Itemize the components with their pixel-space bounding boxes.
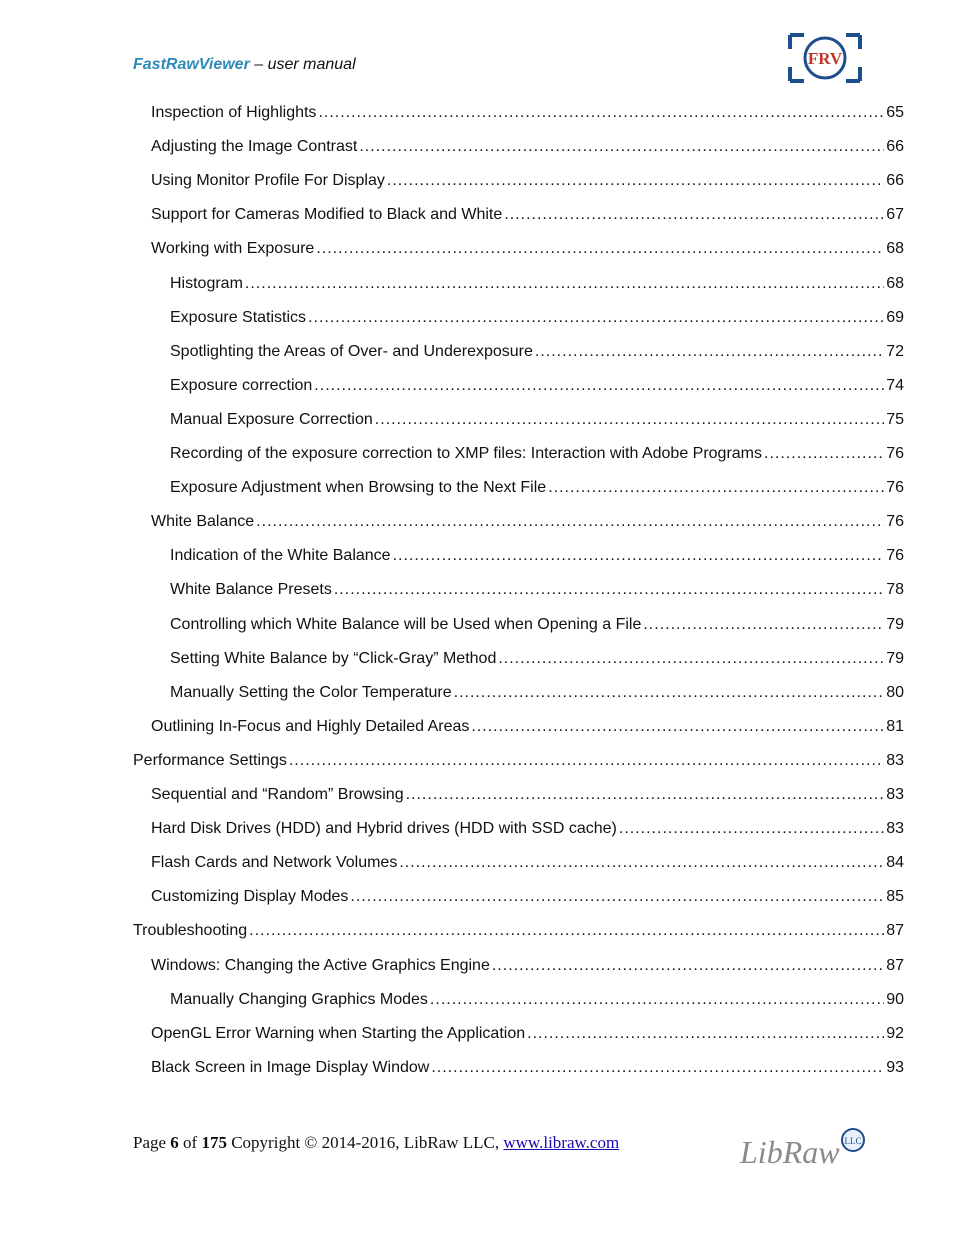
toc-entry-page: 81	[886, 718, 904, 735]
toc-entry-page: 69	[886, 309, 904, 326]
toc-entry-title: Support for Cameras Modified to Black and White	[151, 206, 503, 223]
toc-entry[interactable]	[151, 512, 904, 532]
toc-entry[interactable]	[151, 887, 904, 907]
toc-dot-leader	[334, 580, 884, 600]
toc-entry[interactable]	[170, 274, 904, 294]
toc-dot-leader	[256, 512, 884, 532]
toc-entry[interactable]	[170, 683, 904, 703]
toc-entry[interactable]	[170, 376, 904, 396]
toc-entry-title: White Balance Presets	[170, 581, 332, 598]
toc-entry-page: 76	[886, 445, 904, 462]
toc-entry-page: 68	[886, 240, 904, 257]
toc-entry-title: Exposure Statistics	[170, 309, 307, 326]
toc-entry-title: Outlining In-Focus and Highly Detailed Areas	[151, 718, 470, 735]
toc-entry-page: 79	[886, 616, 904, 633]
toc-entry-page: 65	[886, 104, 904, 121]
toc-entry-page: 83	[886, 752, 904, 769]
toc-entry-page: 87	[886, 957, 904, 974]
toc-entry[interactable]	[151, 1058, 904, 1078]
toc-dot-leader	[249, 921, 884, 941]
toc-entry-page: 74	[886, 377, 904, 394]
toc-dot-leader	[406, 785, 885, 805]
toc-entry-page: 76	[886, 479, 904, 496]
toc-entry[interactable]	[151, 205, 904, 225]
toc-entry-title: Performance Settings	[133, 752, 287, 769]
toc-entry-page: 66	[886, 138, 904, 155]
toc-entry[interactable]	[170, 546, 904, 566]
toc-entry[interactable]	[151, 103, 904, 123]
toc-dot-leader	[498, 649, 884, 669]
toc-entry[interactable]	[170, 649, 904, 669]
toc-entry-title: Histogram	[170, 275, 243, 292]
toc-entry-page: 72	[886, 343, 904, 360]
toc-entry-page: 68	[886, 275, 904, 292]
toc-entry-page: 90	[886, 991, 904, 1008]
toc-entry-page: 87	[886, 922, 904, 939]
libraw-logo-icon	[738, 1127, 870, 1169]
toc-entry-title: OpenGL Error Warning when Starting the Application	[151, 1025, 526, 1042]
toc-entry-page: 75	[886, 411, 904, 428]
toc-dot-leader	[387, 171, 884, 191]
toc-entry-title: Manually Changing Graphics Modes	[170, 991, 428, 1008]
toc-entry[interactable]	[151, 853, 904, 873]
toc-entry[interactable]	[170, 478, 904, 498]
toc-dot-leader	[643, 615, 884, 635]
toc-entry[interactable]	[151, 819, 904, 839]
toc-dot-leader	[245, 274, 884, 294]
toc-entry-title: White Balance	[151, 513, 255, 530]
page-footer	[133, 1133, 619, 1153]
toc-entry-page: 84	[886, 854, 904, 871]
frv-logo-letters: FRV	[807, 49, 843, 68]
toc-dot-leader	[289, 751, 884, 771]
toc-dot-leader	[318, 103, 884, 123]
toc-entry-page: 80	[886, 684, 904, 701]
toc-entry-title: Spotlighting the Areas of Over- and Underexposure	[170, 343, 533, 360]
toc-dot-leader	[535, 342, 884, 362]
libraw-logo-badge: LLC	[844, 1136, 862, 1146]
toc-entry-title: Manually Setting the Color Temperature	[170, 684, 452, 701]
frv-logo-icon	[786, 31, 864, 85]
toc-entry[interactable]	[151, 137, 904, 157]
toc-entry-title: Windows: Changing the Active Graphics Engine	[151, 957, 490, 974]
toc-dot-leader	[350, 887, 884, 907]
toc-dot-leader	[359, 137, 884, 157]
toc-entry-title: Indication of the White Balance	[170, 547, 391, 564]
toc-entry-title: Exposure Adjustment when Browsing to the Next File	[170, 479, 547, 496]
toc-entry-title: Inspection of Highlights	[151, 104, 317, 121]
toc-entry-title: Working with Exposure	[151, 240, 315, 257]
toc-dot-leader	[471, 717, 884, 737]
toc-entry-title: Using Monitor Profile For Display	[151, 172, 385, 189]
toc-dot-leader	[308, 308, 884, 328]
footer-page-label: Page	[133, 1133, 171, 1152]
toc-entry[interactable]	[151, 171, 904, 191]
toc-entry[interactable]	[151, 239, 904, 259]
toc-dot-leader	[454, 683, 885, 703]
footer-page-number: 6	[170, 1133, 179, 1152]
toc-entry-title: Customizing Display Modes	[151, 888, 349, 905]
toc-dot-leader	[399, 853, 884, 873]
toc-entry-title: Troubleshooting	[133, 922, 248, 939]
toc-entry-title: Controlling which White Balance will be Used when Opening a File	[170, 616, 642, 633]
toc-entry[interactable]	[170, 990, 904, 1010]
toc-entry[interactable]	[133, 921, 904, 941]
toc-entry[interactable]	[151, 717, 904, 737]
toc-entry-title: Exposure correction	[170, 377, 313, 394]
toc-entry-page: 93	[886, 1059, 904, 1076]
toc-entry-page: 85	[886, 888, 904, 905]
toc-entry[interactable]	[170, 410, 904, 430]
toc-entry-title: Hard Disk Drives (HDD) and Hybrid drives (HDD with SSD cache)	[151, 820, 617, 837]
libraw-logo-text: LibRaw	[740, 1134, 840, 1169]
toc-entry-page: 67	[886, 206, 904, 223]
toc-dot-leader	[316, 239, 884, 259]
toc-entry[interactable]	[170, 615, 904, 635]
toc-dot-leader	[314, 376, 884, 396]
toc-entry-page: 83	[886, 820, 904, 837]
footer-copyright: Copyright © 2014-2016, LibRaw LLC,	[226, 1133, 504, 1152]
toc-entry-page: 79	[886, 650, 904, 667]
toc-entry-page: 66	[886, 172, 904, 189]
toc-entry-page: 83	[886, 786, 904, 803]
toc-entry-title: Black Screen in Image Display Window	[151, 1059, 430, 1076]
toc-entry[interactable]	[133, 751, 904, 771]
toc-dot-leader	[619, 819, 884, 839]
toc-entry-page: 76	[886, 547, 904, 564]
toc-dot-leader	[431, 1058, 884, 1078]
toc-entry-title: Adjusting the Image Contrast	[151, 138, 358, 155]
header-subtitle: – user manual	[249, 56, 356, 73]
running-header	[133, 56, 356, 74]
toc-entry-title: Manual Exposure Correction	[170, 411, 373, 428]
toc-entry-title: Setting White Balance by “Click-Gray” Method	[170, 650, 497, 667]
toc-dot-leader	[504, 205, 884, 225]
toc-entry-page: 78	[886, 581, 904, 598]
toc-dot-leader	[548, 478, 884, 498]
toc-entry[interactable]	[170, 308, 904, 328]
toc-entry[interactable]	[151, 1024, 904, 1044]
header-brand: FastRawViewer	[133, 56, 250, 73]
toc-dot-leader	[393, 546, 885, 566]
toc-dot-leader	[764, 444, 884, 464]
footer-page-total: 175	[201, 1133, 227, 1152]
toc-entry-title: Sequential and “Random” Browsing	[151, 786, 404, 803]
toc-entry[interactable]	[170, 342, 904, 362]
toc-entry[interactable]	[170, 580, 904, 600]
toc-entry[interactable]	[170, 444, 904, 464]
toc-dot-leader	[430, 990, 884, 1010]
footer-of-label: of	[178, 1133, 202, 1152]
toc-dot-leader	[375, 410, 884, 430]
toc-dot-leader	[527, 1024, 884, 1044]
toc-entry-title: Flash Cards and Network Volumes	[151, 854, 398, 871]
toc-dot-leader	[492, 956, 884, 976]
toc-entry-page: 92	[886, 1025, 904, 1042]
toc-entry[interactable]	[151, 956, 904, 976]
toc-entry-page: 76	[886, 513, 904, 530]
toc-entry-title: Recording of the exposure correction to XMP files: Interaction with Adobe Programs	[170, 445, 763, 462]
toc-entry[interactable]	[151, 785, 904, 805]
footer-website-link[interactable]: www.libraw.com	[503, 1133, 620, 1152]
